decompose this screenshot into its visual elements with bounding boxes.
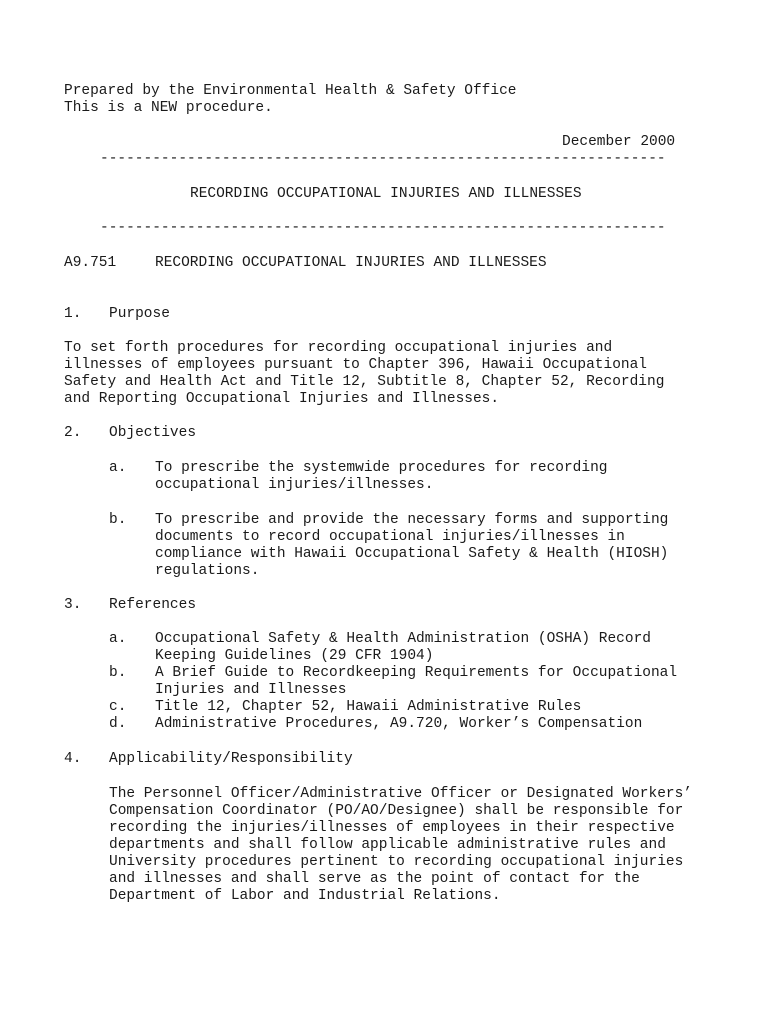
reference-text-line: Keeping Guidelines (29 CFR 1904): [155, 648, 434, 664]
list-item-label: b.: [109, 665, 127, 681]
list-item-label: a.: [109, 460, 127, 476]
section-heading-objectives: Objectives: [109, 425, 197, 441]
reference-text-line: Administrative Procedures, A9.720, Worker’s Compensation: [155, 716, 643, 732]
section-heading-references: References: [109, 597, 197, 613]
applicability-text-line: departments and shall follow applicable administrative rules and: [109, 837, 666, 853]
section-heading-purpose: Purpose: [109, 306, 170, 322]
applicability-text-line: Department of Labor and Industrial Relations.: [109, 888, 501, 904]
applicability-text-line: University procedures pertinent to recording occupational injuries: [109, 854, 684, 870]
objective-text-line: To prescribe and provide the necessary forms and supporting: [155, 512, 669, 528]
reference-text-line: A Brief Guide to Recordkeeping Requirements for Occupational: [155, 665, 678, 681]
objective-text-line: regulations.: [155, 563, 260, 579]
purpose-text-line: illnesses of employees pursuant to Chapter 396, Hawaii Occupational: [64, 357, 647, 373]
list-item-label: c.: [109, 699, 127, 715]
applicability-text-line: recording the injuries/illnesses of employees in their respective: [109, 820, 675, 836]
new-procedure-line: This is a NEW procedure.: [64, 100, 273, 116]
reference-text-line: Title 12, Chapter 52, Hawaii Administrative Rules: [155, 699, 582, 715]
procedure-title: RECORDING OCCUPATIONAL INJURIES AND ILLNESSES: [155, 255, 547, 271]
reference-text-line: Injuries and Illnesses: [155, 682, 347, 698]
applicability-text-line: and illnesses and shall serve as the point of contact for the: [109, 871, 640, 887]
purpose-text-line: To set forth procedures for recording occupational injuries and: [64, 340, 613, 356]
reference-text-line: Occupational Safety & Health Administration (OSHA) Record: [155, 631, 651, 647]
list-item-label: d.: [109, 716, 127, 732]
document-date: December 2000: [562, 134, 676, 150]
section-number: 3.: [64, 597, 82, 613]
objective-text-line: To prescribe the systemwide procedures for recording: [155, 460, 608, 476]
applicability-text-line: Compensation Coordinator (PO/AO/Designee) shall be responsible for: [109, 803, 684, 819]
section-heading-applicability: Applicability/Responsibility: [109, 751, 353, 767]
section-number: 4.: [64, 751, 82, 767]
section-number: 2.: [64, 425, 82, 441]
list-item-label: a.: [109, 631, 127, 647]
prepared-by-line: Prepared by the Environmental Health & Safety Office: [64, 83, 517, 99]
purpose-text-line: and Reporting Occupational Injuries and Illnesses.: [64, 391, 500, 407]
objective-text-line: documents to record occupational injuries/illnesses in: [155, 529, 625, 545]
procedure-number: A9.751: [64, 255, 117, 271]
objective-text-line: compliance with Hawaii Occupational Safety & Health (HIOSH): [155, 546, 669, 562]
top-rule: -----------------------------------------------------------------: [100, 151, 666, 167]
objective-text-line: occupational injuries/illnesses.: [155, 477, 434, 493]
document-title: RECORDING OCCUPATIONAL INJURIES AND ILLNESSES: [190, 186, 582, 202]
purpose-text-line: Safety and Health Act and Title 12, Subtitle 8, Chapter 52, Recording: [64, 374, 665, 390]
list-item-label: b.: [109, 512, 127, 528]
bottom-rule: -----------------------------------------------------------------: [100, 220, 666, 236]
applicability-text-line: The Personnel Officer/Administrative Officer or Designated Workers’: [109, 786, 692, 802]
section-number: 1.: [64, 306, 82, 322]
